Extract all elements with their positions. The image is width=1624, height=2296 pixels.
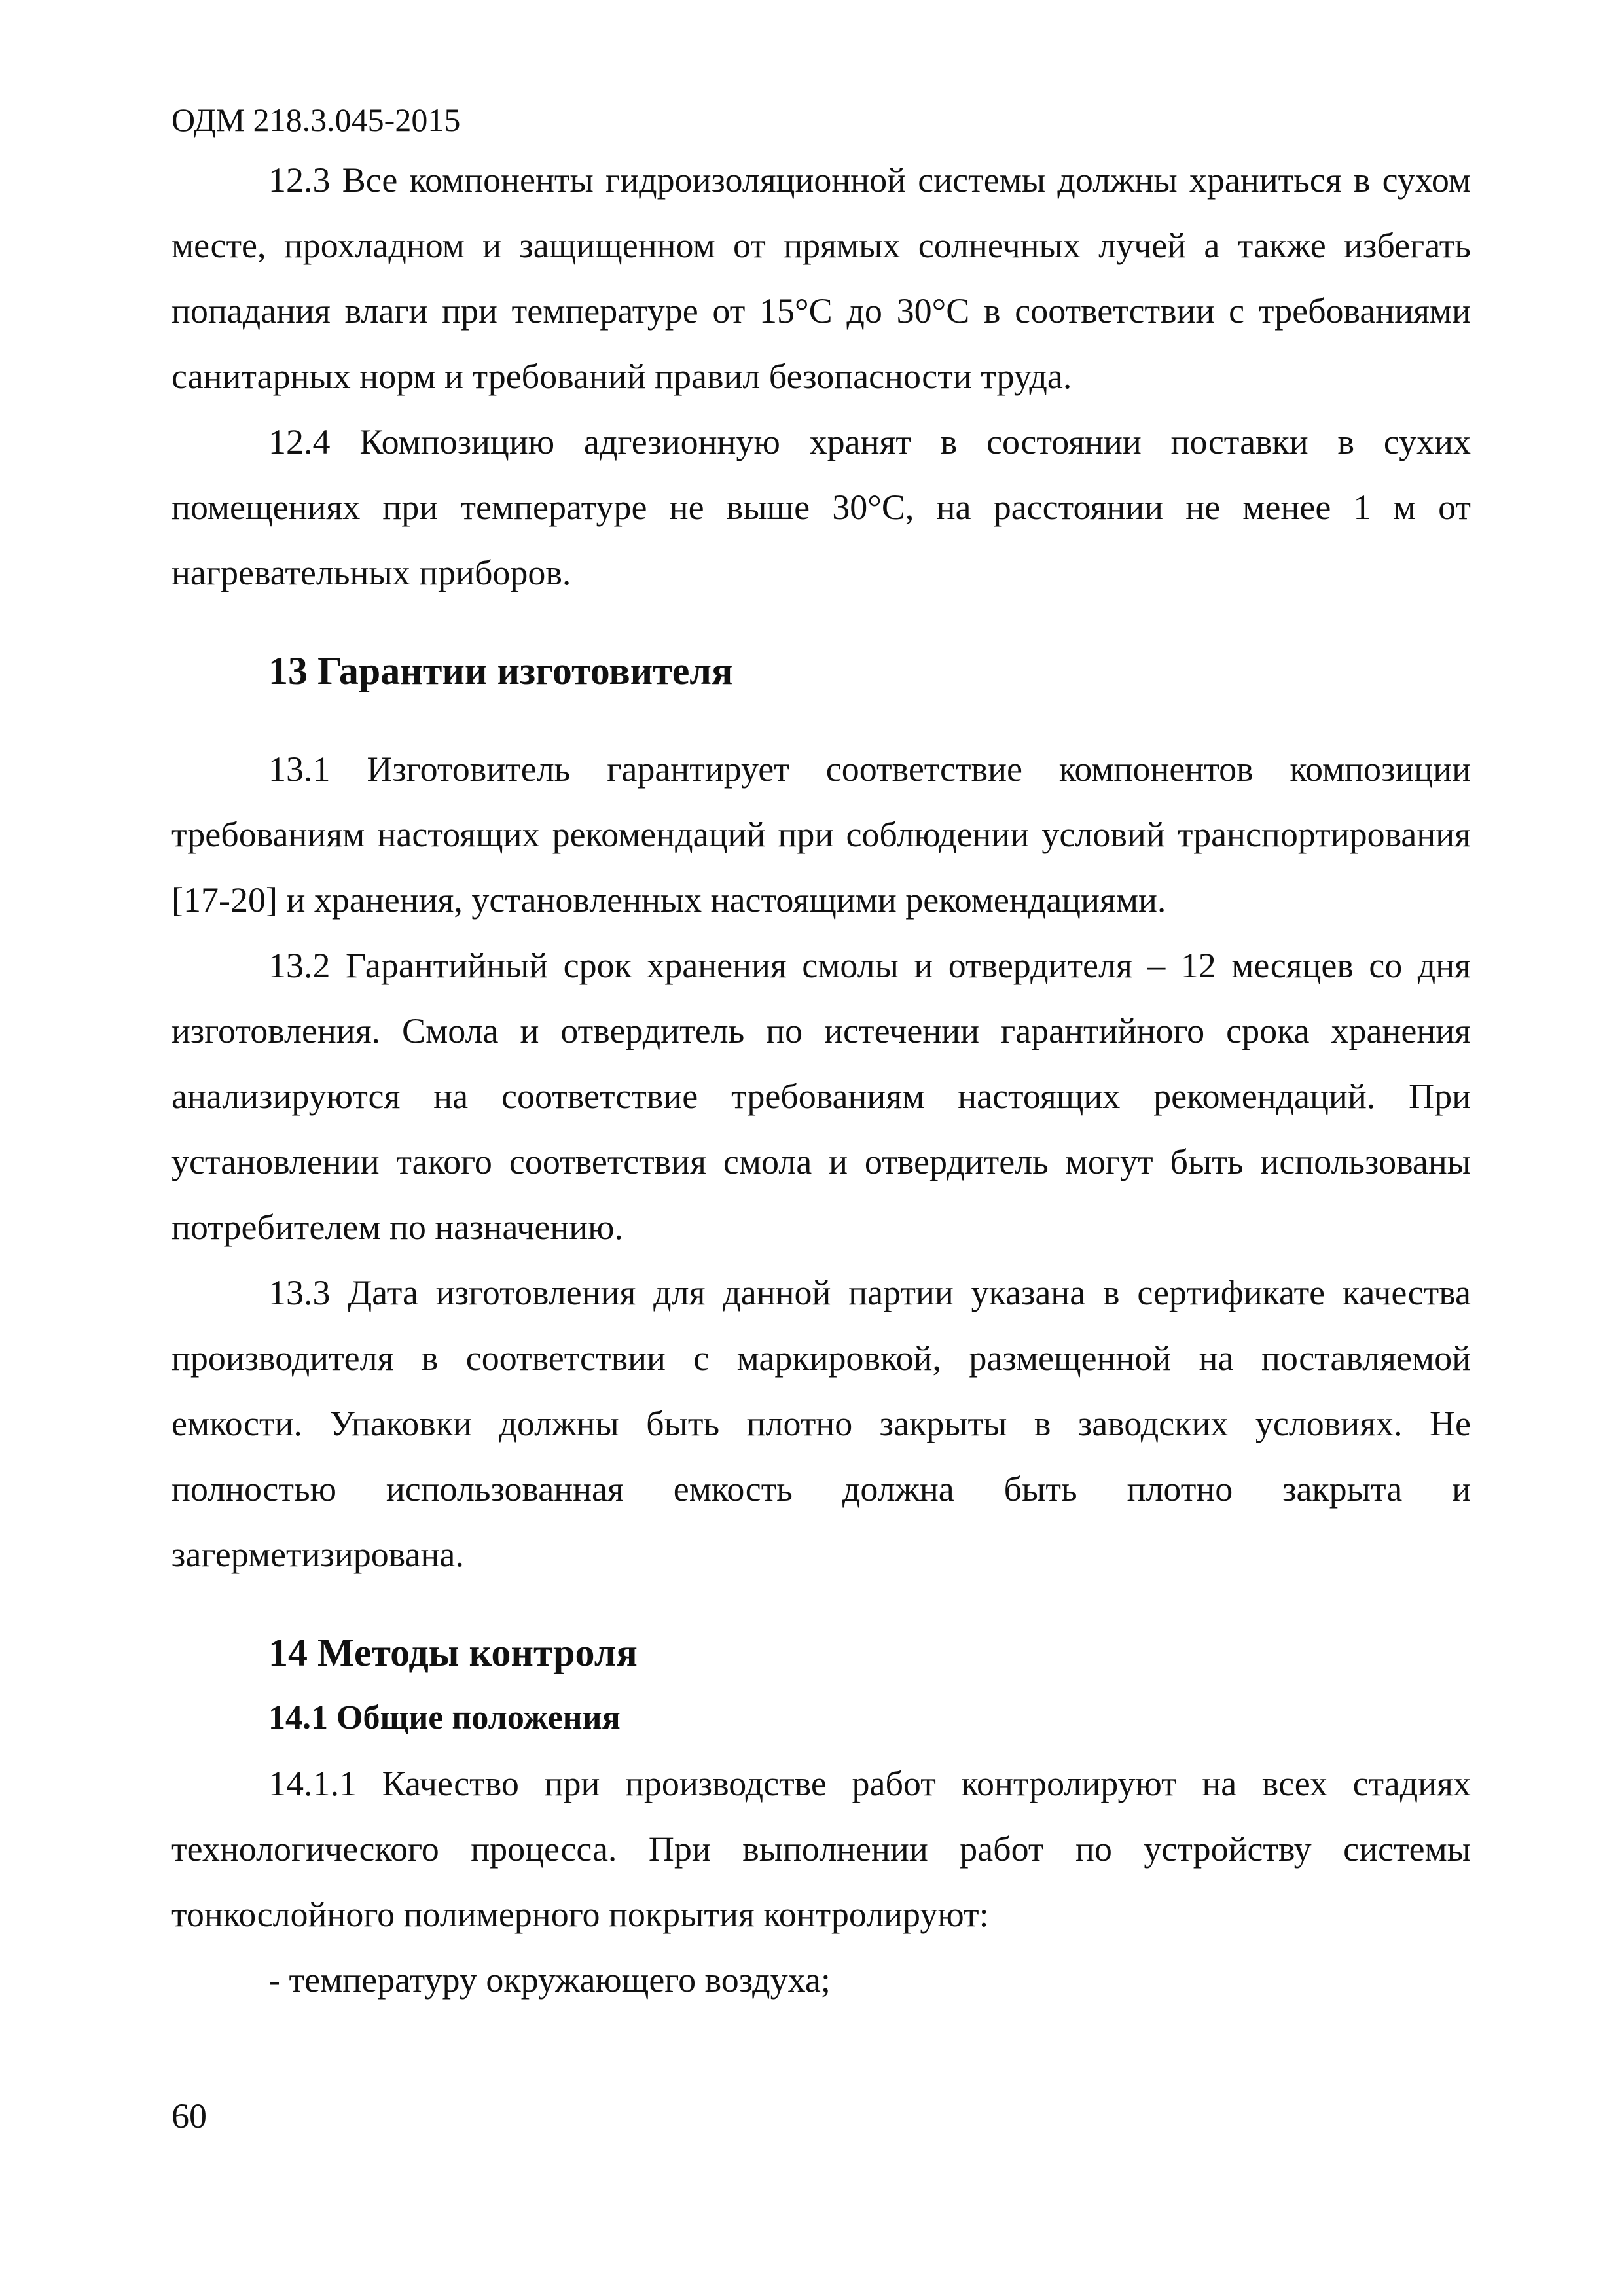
list-item-air-temperature: - температуру окружающего воздуха; — [268, 1960, 831, 2000]
paragraph-13-3: 13.3 Дата изготовления для данной партии указана в сертификате качества производителя в соответствии с маркировкой, размещенной на поставляемой емкости. Упаковки должны быть плотно закрыты в заводских условиях. Не полностью использованная емкость должна быть плотно закрыта и загерметизирована. — [171, 1273, 1471, 1574]
section-heading-14: 14 Методы контроля — [268, 1631, 638, 1674]
subsection-heading-14-1: 14.1 Общие положения — [268, 1699, 621, 1736]
section-heading-13: 13 Гарантии изготовителя — [268, 649, 733, 692]
page-number: 60 — [171, 2096, 207, 2136]
paragraph-13-1: 13.1 Изготовитель гарантирует соответствие компонентов композиции требованиям настоящих рекомендаций при соблюдении условий транспортирования [17-20] и хранения, установленных настоящими рекомендациями. — [171, 749, 1471, 920]
paragraph-12-4: 12.4 Композицию адгезионную хранят в состоянии поставки в сухих помещениях при температуре не выше 30°С, на расстоянии не менее 1 м от нагревательных приборов. — [171, 422, 1471, 592]
paragraph-13-2: 13.2 Гарантийный срок хранения смолы и отвердителя – 12 месяцев со дня изготовления. Смола и отвердитель по истечении гарантийного срока хранения анализируются на соответствие требованиям настоящих рекомендаций. При установлении такого соответствия смола и отвердитель могут быть использованы потребителем по назначению. — [171, 946, 1471, 1247]
paragraph-14-1-1: 14.1.1 Качество при производстве работ контролируют на всех стадиях технологического процесса. При выполнении работ по устройству системы тонкослойного полимерного покрытия контролируют: — [171, 1764, 1471, 1934]
document-body — [171, 147, 1471, 2013]
document-code-header: ОДМ 218.3.045-2015 — [171, 101, 461, 138]
paragraph-12-3: 12.3 Все компоненты гидроизоляционной системы должны храниться в сухом месте, прохладном и защищенном от прямых солнечных лучей а также избегать попадания влаги при температуре от 15°С до 30°С в соответствии с требованиями санитарных норм и требований правил безопасности труда. — [171, 160, 1471, 396]
